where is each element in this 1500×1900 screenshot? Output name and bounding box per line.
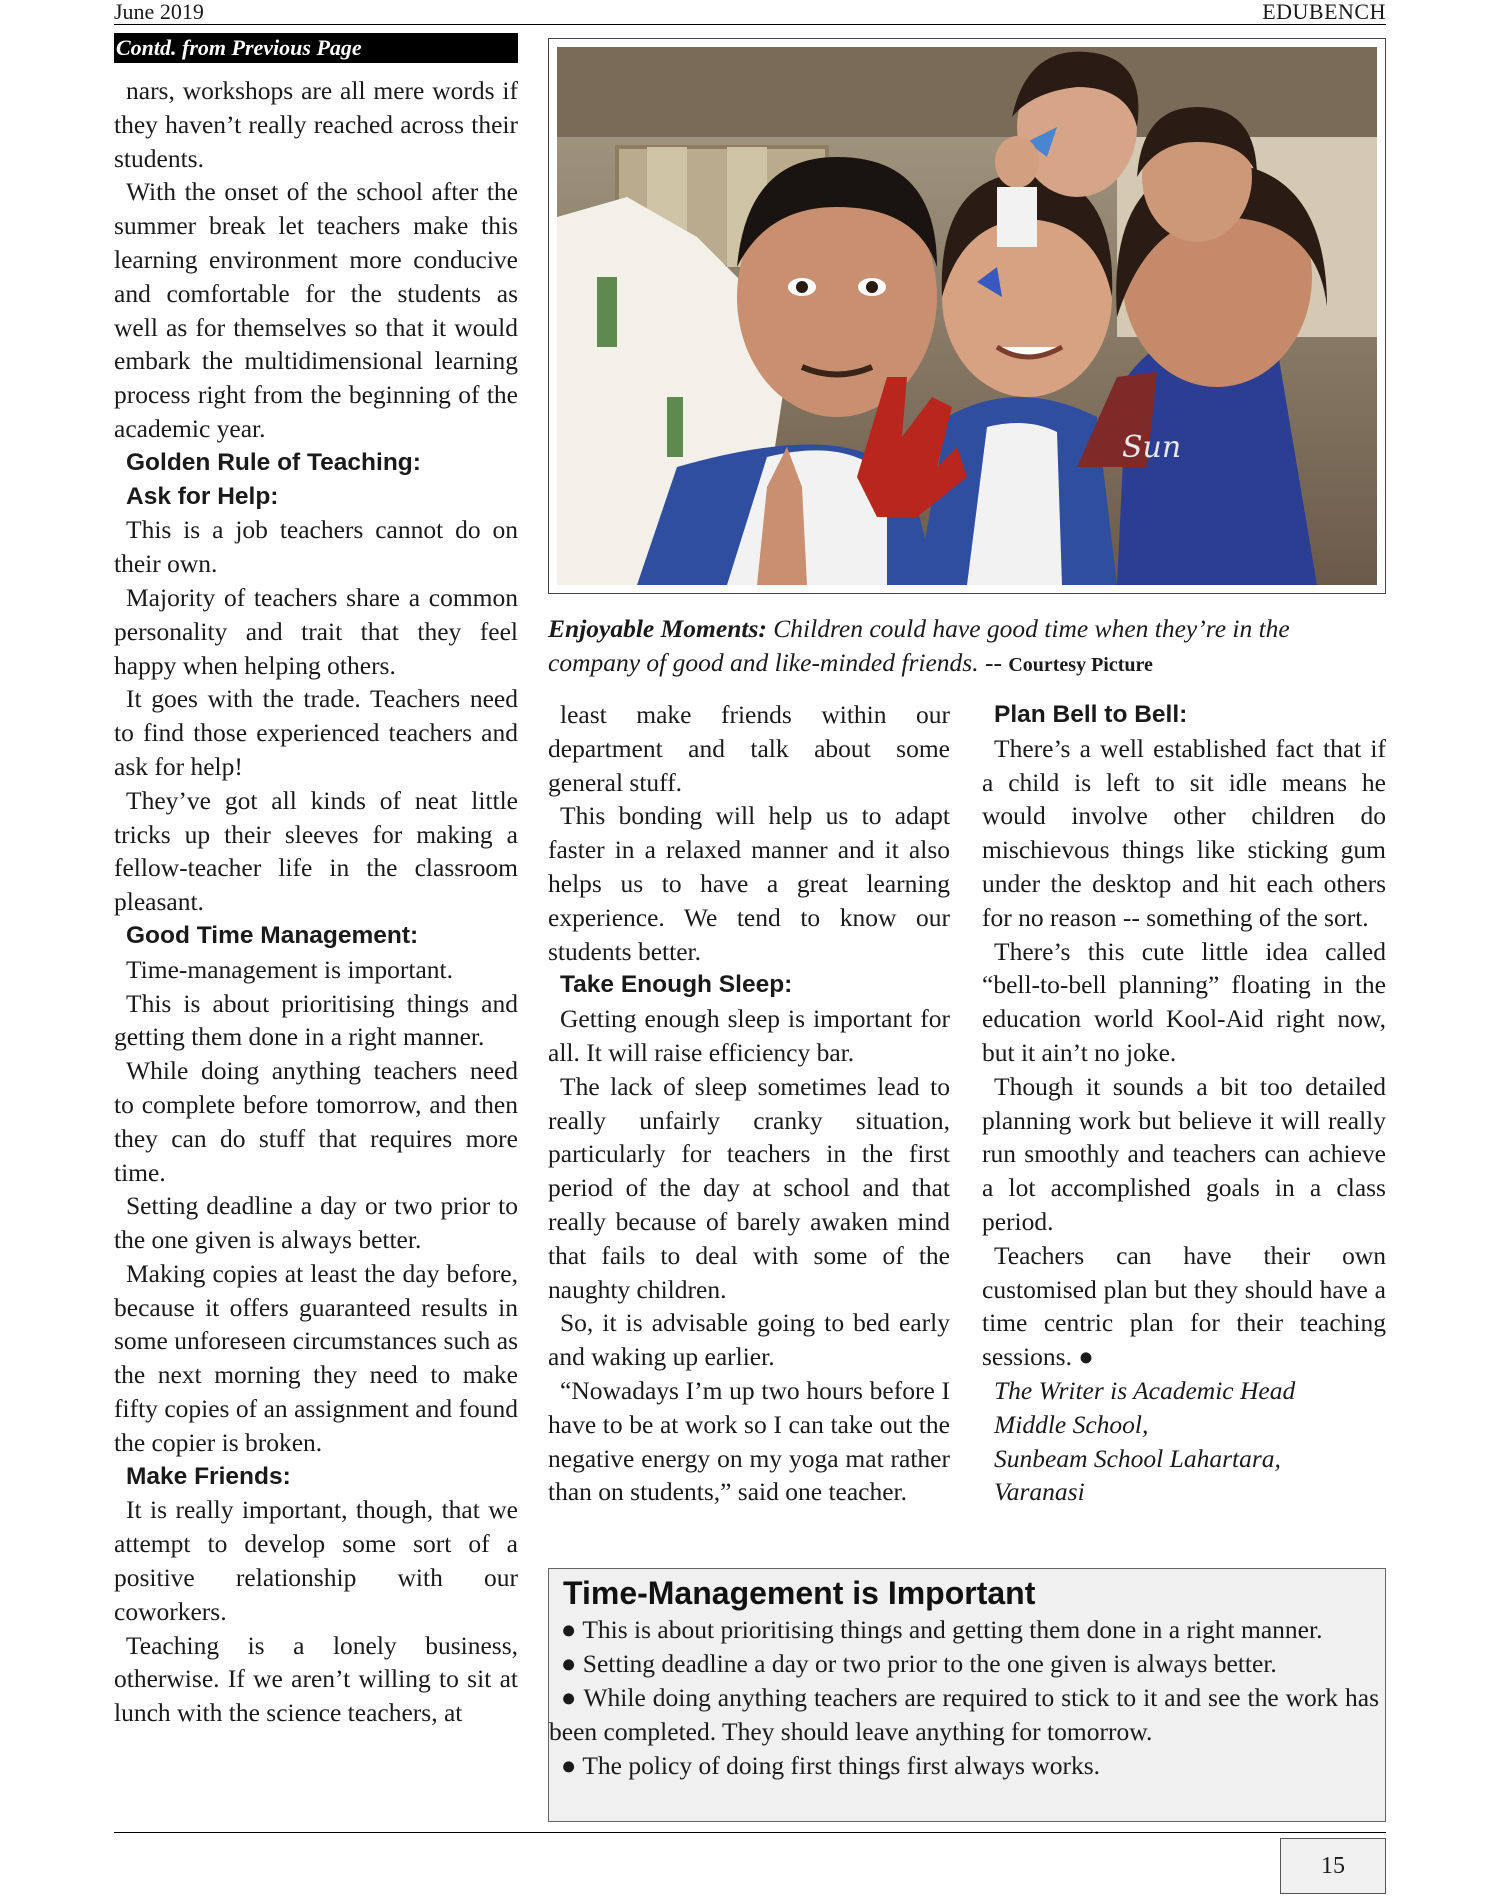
section-heading: Take Enough Sleep: <box>560 971 793 999</box>
article-column-1 <box>114 74 518 1730</box>
section-heading: Plan Bell to Bell: <box>994 701 1188 728</box>
column-3-body <box>982 698 1386 1374</box>
paragraph: Majority of teachers share a common personality and trait that they feel happy when helping others. <box>114 582 518 680</box>
paragraph: “Nowadays I’m up two hours before I have to be at work so I can take out the negative energy on my yoga mat rather than on students,” said one teacher. <box>548 1375 950 1507</box>
paragraph: It is really important, though, that we attempt to develop some sort of a positive relationship with our coworkers. <box>114 1495 518 1626</box>
paragraph: This bonding will help us to adapt faster in a relaxed manner and it also helps us to have a great learning experience. We tend to know our students better. <box>548 801 950 966</box>
highlight-item-text: This is about prioritising things and getting them done in a right manner. <box>582 1615 1323 1644</box>
paragraph: While doing anything teachers need to complete before tomorrow, and then they can do stuff that requires more time. <box>114 1056 518 1187</box>
caption-lead: Enjoyable Moments: <box>548 614 767 643</box>
paragraph: There’s a well established fact that if a child is left to sit idle means he would involve other children do mischievous things like sticking gum under the desktop and hit each others for no reason -- something of the sort. <box>982 733 1386 932</box>
byline-line: Sunbeam School Lahartara, <box>994 1443 1281 1473</box>
paragraph: So, it is advisable going to bed early and waking up earlier. <box>548 1308 950 1372</box>
byline-line: Middle School, <box>994 1409 1149 1439</box>
photo-caption <box>548 612 1386 682</box>
article-column-3 <box>982 698 1386 1509</box>
highlight-item-text: Setting deadline a day or two prior to the one given is always better. <box>582 1649 1277 1678</box>
article-column-2 <box>548 698 950 1509</box>
highlight-item-text: The policy of doing first things first always works. <box>582 1751 1101 1780</box>
paragraph: Time-management is important. <box>126 954 453 984</box>
students-photo-illustration <box>557 47 1377 585</box>
paragraph: Setting deadline a day or two prior to the one given is always better. <box>114 1191 518 1255</box>
page-number: 15 <box>1280 1838 1386 1894</box>
paragraph: Teachers can have their own customised plan but they should have a time centric plan for their teaching sessions. ● <box>982 1240 1386 1372</box>
paragraph: least make friends within our department and talk about some general stuff. <box>548 700 950 797</box>
highlight-box-list <box>549 1613 1379 1783</box>
caption-credit: Courtesy Picture <box>1008 654 1153 676</box>
section-heading: Good Time Management: <box>126 921 419 949</box>
footer-rule <box>114 1832 1386 1833</box>
article-photo <box>548 38 1386 594</box>
paragraph: Making copies at least the day before, because it offers guaranteed results in some unforeseen circumstances such as the next morning they need to make fifty copies of an assignment and found the copier is broken. <box>114 1258 518 1457</box>
highlight-box-title: Time-Management is Important <box>563 1575 1036 1611</box>
paragraph: They’ve got all kinds of neat little tricks up their sleeves for making a fellow-teacher life in the classroom pleasant. <box>114 785 518 917</box>
highlight-box <box>548 1568 1386 1822</box>
issue-date: June 2019 <box>114 0 204 24</box>
paragraph: This is about prioritising things and getting them done in a right manner. <box>114 988 518 1052</box>
paragraph: There’s this cute little idea called “bell-to-bell planning” floating in the education world Kool-Aid right now, but it ain’t no joke. <box>982 936 1386 1067</box>
caption-text: Children could have good time when they’re in the company of good and like-minded friends. -- <box>548 614 1290 677</box>
shirt-logo-text: Sun <box>1122 430 1182 465</box>
paragraph: The lack of sleep sometimes lead to really unfairly cranky situation, particularly for teachers in the first period of the day at school and that really because of barely awaken mind that fails to deal with some of the naughty children. <box>548 1071 950 1304</box>
bullet-icon: ● <box>561 1751 577 1780</box>
paragraph: nars, workshops are all mere words if they haven’t really reached across their students. <box>114 76 518 173</box>
highlight-item <box>549 1613 1379 1647</box>
paragraph: Teaching is a lonely business, otherwise. If we aren’t willing to sit at lunch with the science teachers, at <box>114 1630 518 1728</box>
publication-name: EDUBENCH <box>1262 0 1386 24</box>
highlight-item-text: While doing anything teachers are required to stick to it and see the work has been completed. They should leave anything for tomorrow. <box>549 1683 1379 1746</box>
section-heading: Ask for Help: <box>126 482 279 510</box>
bullet-icon: ● <box>561 1649 577 1678</box>
paragraph: With the onset of the school after the summer break let teachers make this learning environment more conducive and comfortable for the students as well as for themselves so that it would embark the multidimensional learning process right from the beginning of the academic year. <box>114 177 518 443</box>
paragraph: Getting enough sleep is important for all. It will raise efficiency bar. <box>548 1004 950 1067</box>
paragraph: This is a job teachers cannot do on their own. <box>114 515 518 579</box>
paragraph: It goes with the trade. Teachers need to find those experienced teachers and ask for help! <box>114 684 518 781</box>
header-rule <box>114 24 1386 25</box>
byline-line: Varanasi <box>994 1477 1085 1507</box>
highlight-item <box>549 1749 1379 1783</box>
highlight-item <box>549 1681 1379 1749</box>
section-heading: Make Friends: <box>126 1462 291 1490</box>
section-heading: Golden Rule of Teaching: <box>126 448 421 476</box>
bullet-icon: ● <box>561 1683 577 1712</box>
author-byline <box>982 1374 1386 1509</box>
paragraph: Though it sounds a bit too detailed planning work but believe it will really run smoothly and teachers can achieve a lot accomplished goals in a class period. <box>982 1071 1386 1236</box>
continued-label: Contd. from Previous Page <box>114 33 518 63</box>
byline-line: The Writer is Academic Head <box>994 1375 1296 1405</box>
bullet-icon: ● <box>561 1615 577 1644</box>
highlight-item <box>549 1647 1379 1681</box>
